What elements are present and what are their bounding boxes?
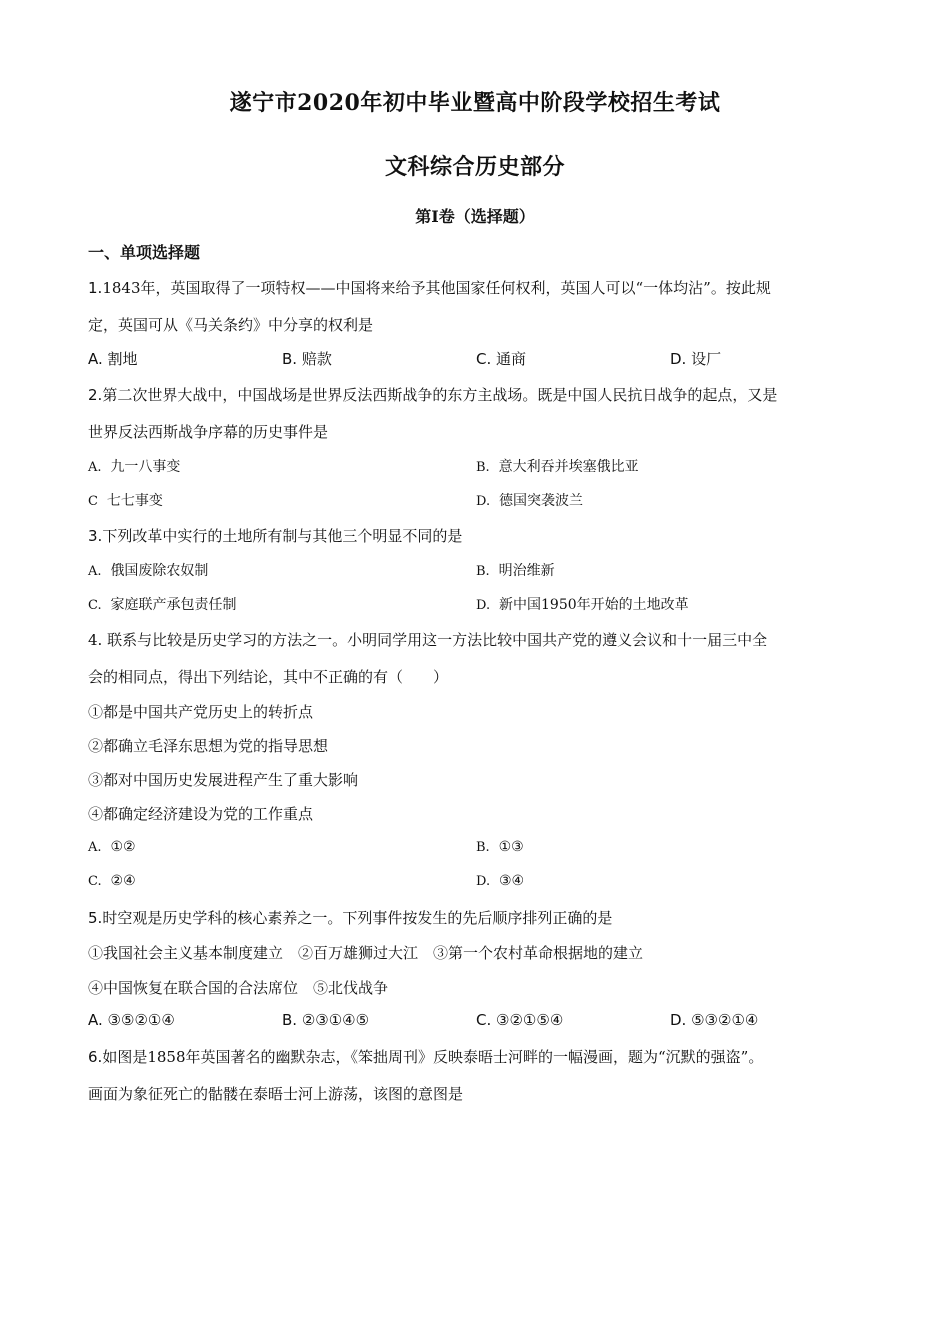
question-1-option-b[interactable]: B. 赔款 xyxy=(282,350,332,368)
question-3-line-1: 3.下列改革中实行的土地所有制与其他三个明显不同的是 xyxy=(88,527,463,545)
exam-subtitle: 文科综合历史部分 xyxy=(384,154,565,180)
question-4-option-d[interactable]: D. ③④ xyxy=(476,873,525,889)
question-5-statement-1: ①我国社会主义基本制度建立 ②百万雄狮过大江 ③第一个农村革命根据地的建立 xyxy=(88,944,644,962)
question-4-option-c[interactable]: C. ②④ xyxy=(88,873,136,889)
question-3-option-d[interactable]: D. 新中国1950年开始的土地改革 xyxy=(476,597,689,613)
question-number: 6. xyxy=(88,1048,103,1066)
exam-title: 遂宁市2020年初中毕业暨高中阶段学校招生考试 xyxy=(229,90,721,116)
question-1-option-a[interactable]: A. 割地 xyxy=(88,350,138,368)
question-4-option-b[interactable]: B. ①③ xyxy=(476,839,524,855)
question-2-line-2: 世界反法西斯战争序幕的历史事件是 xyxy=(88,423,329,441)
question-4-statement-4: ④都确定经济建设为党的工作重点 xyxy=(88,805,314,823)
question-4-line-1: 4. 联系与比较是历史学习的方法之一。小明同学用这一方法比较中国共产党的遵义会议和十一届三中全 xyxy=(88,631,768,649)
question-5-option-a[interactable]: A. ③⑤②①④ xyxy=(88,1011,175,1029)
question-2-option-d[interactable]: D. 德国突袭波兰 xyxy=(476,493,583,509)
question-5-statement-2: ④中国恢复在联合国的合法席位 ⑤北伐战争 xyxy=(88,979,389,997)
question-5-line-1: 5.时空观是历史学科的核心素养之一。下列事件按发生的先后顺序排列正确的是 xyxy=(88,909,613,927)
question-4-statement-3: ③都对中国历史发展进程产生了重大影响 xyxy=(88,771,359,789)
question-2-line-1: 2.第二次世界大战中，中国战场是世界反法西斯战争的东方主战场。既是中国人民抗日战争的起点，又是 xyxy=(88,386,778,404)
question-number: 1. xyxy=(88,279,103,297)
question-number: 4. xyxy=(88,631,103,649)
section-heading: 一、单项选择题 xyxy=(88,243,201,262)
question-4-line-2: 会的相同点，得出下列结论，其中不正确的有（ ） xyxy=(88,668,449,686)
question-4-statement-2: ②都确立毛泽东思想为党的指导思想 xyxy=(88,737,329,755)
question-5-option-c[interactable]: C. ③②①⑤④ xyxy=(476,1011,564,1029)
question-1-line-1: 1.1843年，英国取得了一项特权——中国将来给予其他国家任何权利，英国人可以“一体均沾”。按此规 xyxy=(88,279,771,297)
question-4-statement-1: ①都是中国共产党历史上的转折点 xyxy=(88,703,314,721)
question-1-line-2: 定，英国可从《马关条约》中分享的权利是 xyxy=(88,316,374,334)
question-5-option-b[interactable]: B. ②③①④⑤ xyxy=(282,1011,370,1029)
question-6-line-2: 画面为象征死亡的骷髅在泰晤士河上游荡，该图的意图是 xyxy=(88,1085,464,1103)
volume-heading: 第Ⅰ卷（选择题） xyxy=(415,207,535,226)
question-1-option-d[interactable]: D. 设厂 xyxy=(670,350,722,368)
question-3-option-c[interactable]: C. 家庭联产承包责任制 xyxy=(88,597,237,613)
question-4-option-a[interactable]: A. ①② xyxy=(88,839,136,855)
question-2-option-c[interactable]: C 七七事变 xyxy=(88,493,163,509)
question-2-option-a[interactable]: A. 九一八事变 xyxy=(88,459,181,475)
question-1-option-c[interactable]: C. 通商 xyxy=(476,350,527,368)
question-number: 2. xyxy=(88,386,103,404)
question-5-option-d[interactable]: D. ⑤③②①④ xyxy=(670,1011,759,1029)
question-2-option-b[interactable]: B. 意大利吞并埃塞俄比亚 xyxy=(476,459,639,475)
question-6-line-1: 6.如图是1858年英国著名的幽默杂志，《笨拙周刊》反映泰晤士河畔的一幅漫画，题为“沉默的强盗”。 xyxy=(88,1048,764,1066)
question-number: 3. xyxy=(88,527,103,545)
question-3-option-a[interactable]: A. 俄国废除农奴制 xyxy=(88,563,209,579)
question-number: 5. xyxy=(88,909,103,927)
question-3-option-b[interactable]: B. 明治维新 xyxy=(476,563,555,579)
